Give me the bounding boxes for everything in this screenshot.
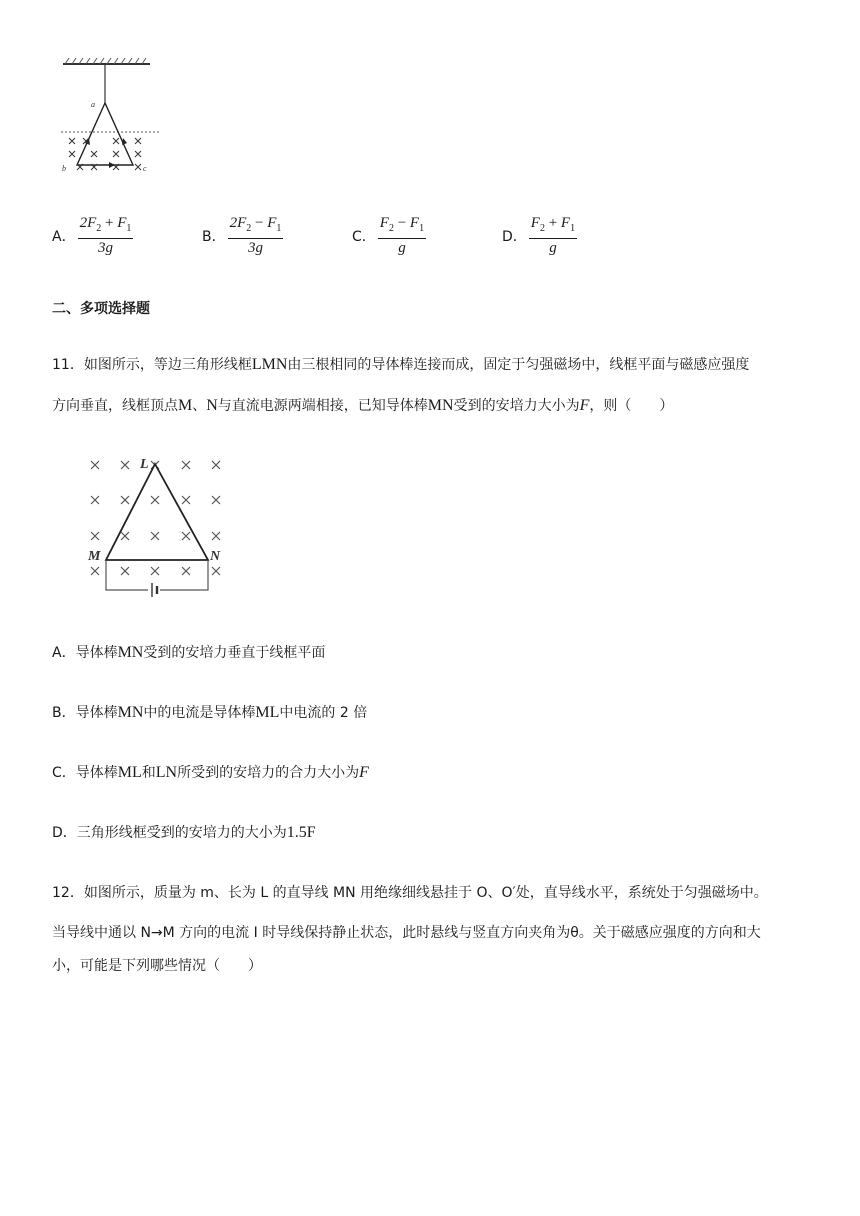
fraction: $\frac{F_2 + F_1}{g}$ [530,215,576,256]
section-title: 二、多项选择题 [52,301,150,317]
fraction: $\frac{2F_2 - F_1}{3g}$ [229,215,282,256]
q12-line2: 当导线中通以 N→M 方向的电流 I 时导线保持静止状态，此时悬线与竖直方向夹角为θ。关于磁感应强度的方向和大 [52,925,761,941]
fraction: $\frac{F_2 - F_1}{g}$ [379,215,425,256]
q11-option-a[interactable]: A．导体棒MN受到的安培力垂直于线框平面 [52,644,326,661]
q11-option-b[interactable]: B．导体棒MN中的电流是导体棒ML中电流的 2 倍 [52,704,368,721]
option-letter: A． [52,229,76,245]
label-n: N [210,549,221,564]
label-l: L [140,457,149,472]
q12-line3: 小，可能是下列哪些情况（ ） [52,958,262,974]
triangle-field-figure [82,452,232,602]
label-a: a [91,100,95,109]
option-letter: C． [352,229,376,245]
q11-option-c[interactable]: C．导体棒ML和LN所受到的安培力的合力大小为F [52,764,369,781]
label-b: b [62,164,66,173]
label-m: M [88,549,101,564]
q11-line1: 11．如图所示，等边三角形线框LMN由三根相同的导体棒连接而成，固定于匀强磁场中，线框平面与磁感应强度 [52,356,750,373]
label-c: c [143,164,147,173]
hanging-triangle-figure [55,55,165,180]
q11-option-d[interactable]: D．三角形线框受到的安培力的大小为1.5F [52,824,316,841]
option-a[interactable] [52,214,133,258]
option-letter: D． [502,229,527,245]
q11-line2: 方向垂直，线框顶点M、N与直流电源两端相接，已知导体棒MN受到的安培力大小为F，则（ ） [52,397,674,414]
option-letter: B． [202,229,226,245]
option-d[interactable] [502,214,577,258]
option-c[interactable] [352,214,426,258]
option-b[interactable] [202,214,283,258]
q12-line1: 12．如图所示，质量为 m、长为 L 的直导线 MN 用绝缘细线悬挂于 O、O′处，直导线水平，系统处于匀强磁场中。 [52,885,768,901]
fraction: $\frac{2F_2 + F_1}{3g}$ [79,215,132,256]
